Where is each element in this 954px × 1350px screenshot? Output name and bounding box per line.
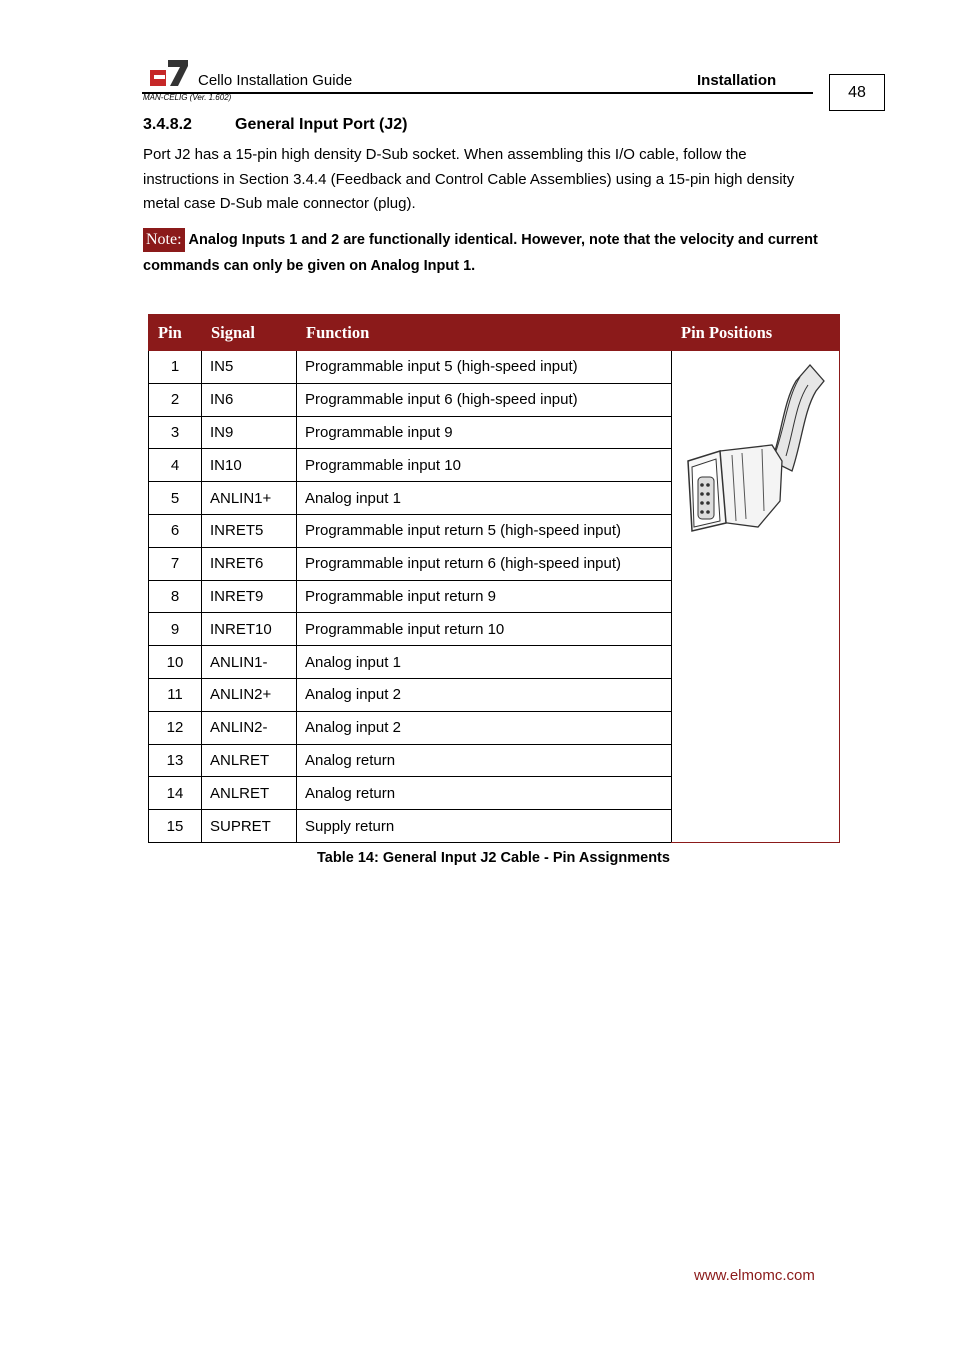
note-text: Analog Inputs 1 and 2 are functionally identical. However, note that the velocity and current commands can only be given on Analog Input 1. xyxy=(143,232,818,274)
pin-cell: 3 xyxy=(149,416,202,449)
header-divider xyxy=(142,92,813,94)
elmo-logo xyxy=(148,58,190,88)
function-cell: Programmable input return 9 xyxy=(297,580,672,613)
column-header-signal: Signal xyxy=(202,315,297,351)
function-cell: Analog input 1 xyxy=(297,482,672,515)
function-cell: Analog input 2 xyxy=(297,678,672,711)
function-cell: Programmable input 6 (high-speed input) xyxy=(297,383,672,416)
column-header-pin: Pin xyxy=(149,315,202,351)
signal-cell: INRET9 xyxy=(202,580,297,613)
signal-cell: ANLIN1+ xyxy=(202,482,297,515)
pin-cell: 4 xyxy=(149,449,202,482)
function-cell: Analog return xyxy=(297,744,672,777)
pin-cell: 5 xyxy=(149,482,202,515)
pin-cell: 13 xyxy=(149,744,202,777)
pin-cell: 8 xyxy=(149,580,202,613)
pin-cell: 12 xyxy=(149,711,202,744)
function-cell: Programmable input return 10 xyxy=(297,613,672,646)
column-header-function: Function xyxy=(297,315,672,351)
footer-website-link[interactable]: www.elmomc.com xyxy=(694,1267,815,1284)
pin-cell: 6 xyxy=(149,514,202,547)
signal-cell: IN5 xyxy=(202,351,297,384)
signal-cell: INRET5 xyxy=(202,514,297,547)
pin-cell: 7 xyxy=(149,547,202,580)
function-cell: Analog return xyxy=(297,777,672,810)
signal-cell: ANLIN2- xyxy=(202,711,297,744)
table-caption: Table 14: General Input J2 Cable - Pin Assignments xyxy=(317,850,670,866)
pin-cell: 9 xyxy=(149,613,202,646)
table-row xyxy=(149,351,840,384)
signal-cell: IN9 xyxy=(202,416,297,449)
function-cell: Analog input 1 xyxy=(297,646,672,679)
function-cell: Programmable input return 6 (high-speed input) xyxy=(297,547,672,580)
signal-cell: INRET10 xyxy=(202,613,297,646)
pin-positions-cell xyxy=(672,351,840,843)
signal-cell: ANLRET xyxy=(202,777,297,810)
pin-cell: 15 xyxy=(149,810,202,843)
pin-assignment-table xyxy=(148,314,840,843)
header-section-name: Installation xyxy=(697,72,777,89)
pin-cell: 11 xyxy=(149,678,202,711)
function-cell: Programmable input return 5 (high-speed input) xyxy=(297,514,672,547)
signal-cell: SUPRET xyxy=(202,810,297,843)
document-version: MAN-CELIG (Ver. 1.602) xyxy=(143,93,232,102)
note-block xyxy=(143,227,833,279)
function-cell: Analog input 2 xyxy=(297,711,672,744)
dsub-connector-icon xyxy=(672,351,838,551)
signal-cell: IN6 xyxy=(202,383,297,416)
function-cell: Supply return xyxy=(297,810,672,843)
table-body xyxy=(149,351,840,843)
body-paragraph: Port J2 has a 15-pin high density D-Sub socket. When assembling this I/O cable, follow the instructions in Section 3.4.4 (Feedback and Control Cable Assemblies) using a 15-pin high density metal case D-Sub male connector (plug). xyxy=(143,146,795,212)
signal-cell: INRET6 xyxy=(202,547,297,580)
signal-cell: IN10 xyxy=(202,449,297,482)
pin-cell: 14 xyxy=(149,777,202,810)
section-title: General Input Port (J2) xyxy=(235,116,408,133)
signal-cell: ANLRET xyxy=(202,744,297,777)
page-number: 48 xyxy=(829,74,885,111)
column-header-pin-positions: Pin Positions xyxy=(672,315,840,351)
pin-cell: 2 xyxy=(149,383,202,416)
table-header-row xyxy=(149,315,840,351)
pin-cell: 1 xyxy=(149,351,202,384)
pin-cell: 10 xyxy=(149,646,202,679)
function-cell: Programmable input 10 xyxy=(297,449,672,482)
function-cell: Programmable input 5 (high-speed input) xyxy=(297,351,672,384)
section-number: 3.4.8.2 xyxy=(143,116,192,133)
signal-cell: ANLIN1- xyxy=(202,646,297,679)
signal-cell: ANLIN2+ xyxy=(202,678,297,711)
section-heading xyxy=(143,116,407,134)
document-title: Cello Installation Guide xyxy=(198,72,353,89)
function-cell: Programmable input 9 xyxy=(297,416,672,449)
note-label: Note: xyxy=(143,228,185,252)
